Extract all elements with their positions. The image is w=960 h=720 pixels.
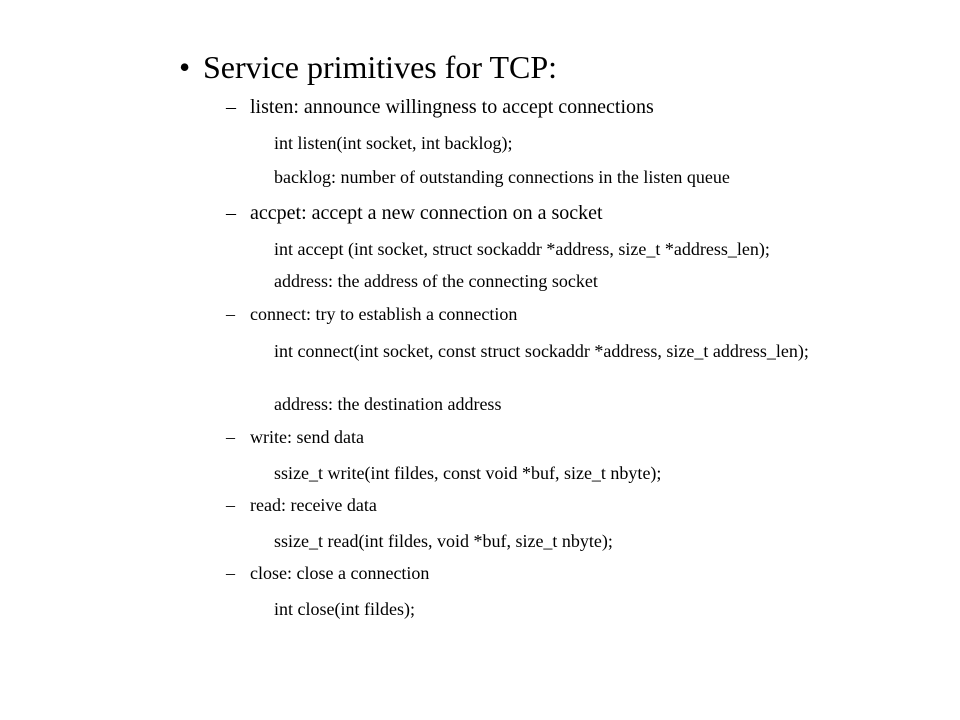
accept-address-note: address: the address of the connecting socket: [274, 271, 598, 291]
close-signature: int close(int fildes);: [274, 599, 415, 619]
connect-address-note: address: the destination address: [274, 394, 502, 414]
slide-title: Service primitives for TCP:: [203, 49, 558, 85]
dash-write: –: [226, 427, 235, 447]
primitive-read-heading: read: receive data: [250, 495, 377, 515]
dash-read: –: [226, 495, 235, 515]
dash-close: –: [226, 563, 235, 583]
primitive-listen-heading: listen: announce willingness to accept connections: [250, 96, 654, 118]
primitive-write-heading: write: send data: [250, 427, 364, 447]
dash-connect: –: [226, 304, 235, 324]
primitive-accept-heading: accpet: accept a new connection on a socket: [250, 202, 603, 224]
connect-signature: int connect(int socket, const struct sockaddr *address, size_t address_len);: [274, 341, 809, 361]
listen-signature: int listen(int socket, int backlog);: [274, 133, 513, 153]
primitive-close-heading: close: close a connection: [250, 563, 430, 583]
primitive-connect-heading: connect: try to establish a connection: [250, 304, 518, 324]
read-signature: ssize_t read(int fildes, void *buf, size_t nbyte);: [274, 531, 613, 551]
write-signature: ssize_t write(int fildes, const void *buf, size_t nbyte);: [274, 463, 662, 483]
dash-listen: –: [226, 96, 236, 118]
accept-signature: int accept (int socket, struct sockaddr *address, size_t *address_len);: [274, 239, 770, 259]
listen-backlog-note: backlog: number of outstanding connections in the listen queue: [274, 167, 730, 187]
dash-accept: –: [226, 202, 236, 224]
title-bullet: •: [179, 49, 191, 85]
